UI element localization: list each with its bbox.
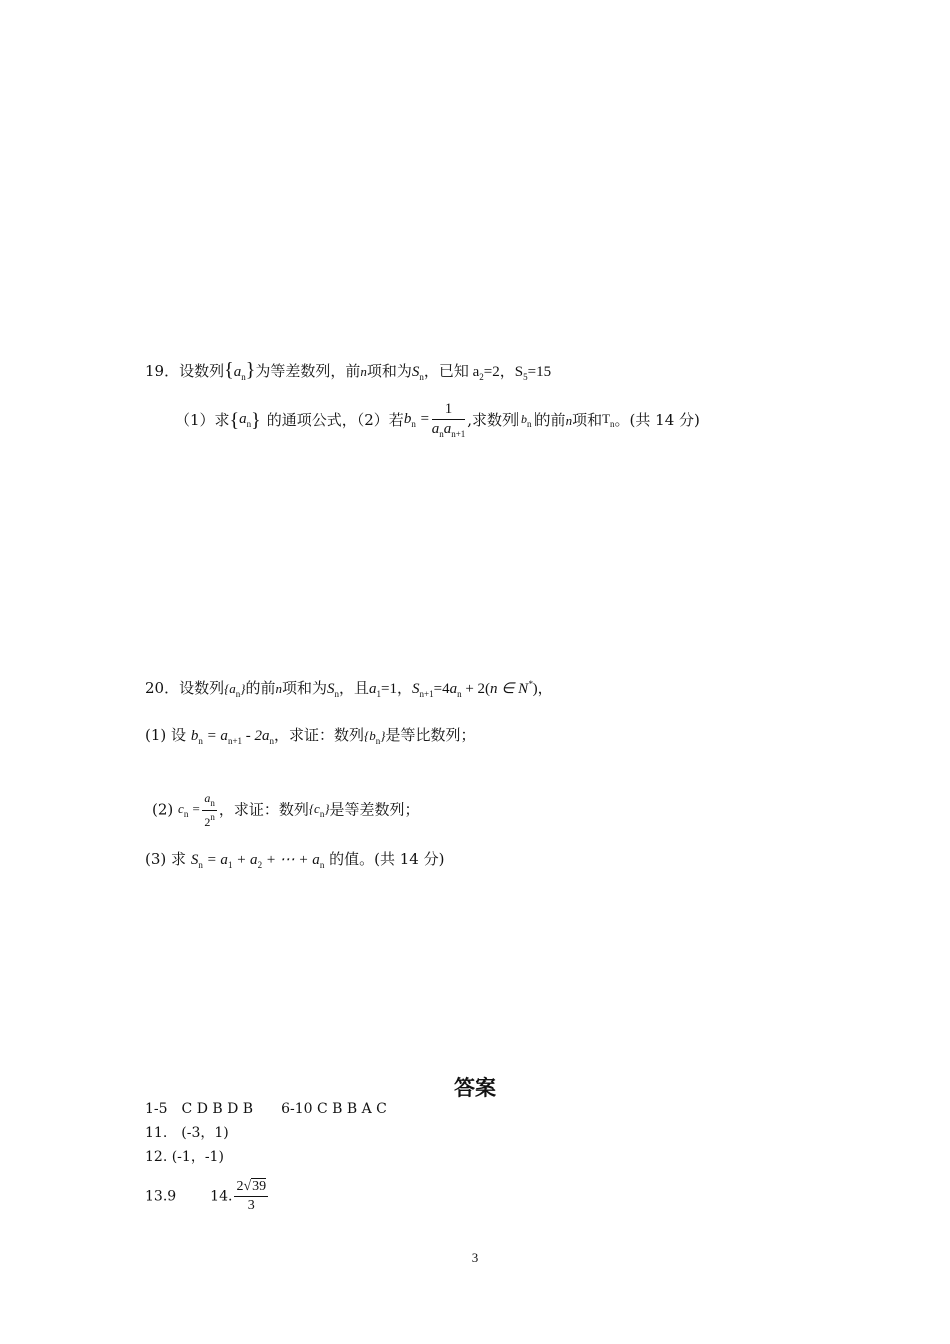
answers-row-2: 11. (-3，1): [145, 1125, 229, 1141]
q20-a1-value: =1: [381, 681, 398, 697]
answers-row-1: 1-5 C D B D B 6-10 C B B A C: [145, 1101, 387, 1117]
q20-fraction: $\frac{a_n}{2^n}$: [204, 791, 215, 829]
answers-title: 答案: [454, 1076, 496, 1100]
q19-line1: 19．设数列$\{a_n\}$为等差数列，前n项和为$S_n$，已知 $a_2=2$，$S_5=15$: [145, 359, 552, 382]
answer-14-fraction: $\frac{2√39}{3}$: [236, 1179, 267, 1213]
q19-a2-value: =2: [483, 364, 500, 380]
q19-s5-value: =15: [527, 364, 552, 380]
q20-part2: (2) $c_n$ = $\frac{a_n}{2^n}$ ，求证：数列$\{c_n\}$是等差数列；: [152, 791, 420, 829]
q19-label: 19．设数列: [145, 362, 225, 380]
q19-text-arith: 为等差数列，前: [255, 362, 361, 380]
q20-line1: 20．设数列$\{a_n\}$的前n项和为$S_n$，且$a_1=1$，$S_{n+1}=4a_n + 2(n$ ∈ N*)，: [145, 679, 553, 699]
q20-label: 20．设数列: [145, 679, 225, 697]
q19-line2: （1）求$\{a_n\}$ 的通项公式，（2）若$b_n$ = $\frac{1}{a_na_{n+1}}$ ,求数列 $b_n$ 的前n项和$T_n$。(共 14 分): [175, 401, 700, 439]
q19-text-known: ，已知: [423, 362, 469, 380]
answers-row-3: 12. (-1，-1): [145, 1149, 224, 1165]
q19-text-sum: 项和为: [366, 362, 412, 380]
answers-row-4: 13.9 14. $\frac{2√39}{3}$: [145, 1179, 267, 1213]
page-number: 3: [471, 1250, 479, 1265]
q20-part3: (3) 求 $S_n = a_1 + a_2$ + ⋯ + $a_n$ 的值。(共 14 分): [145, 850, 445, 870]
q20-part1: (1) 设 $b_n = a_{n+1} - 2a_n$，求证：数列$\{b_n\}$是等比数列；: [145, 726, 476, 746]
q19-fraction: $\frac{1}{a_na_{n+1}}$: [431, 401, 466, 439]
